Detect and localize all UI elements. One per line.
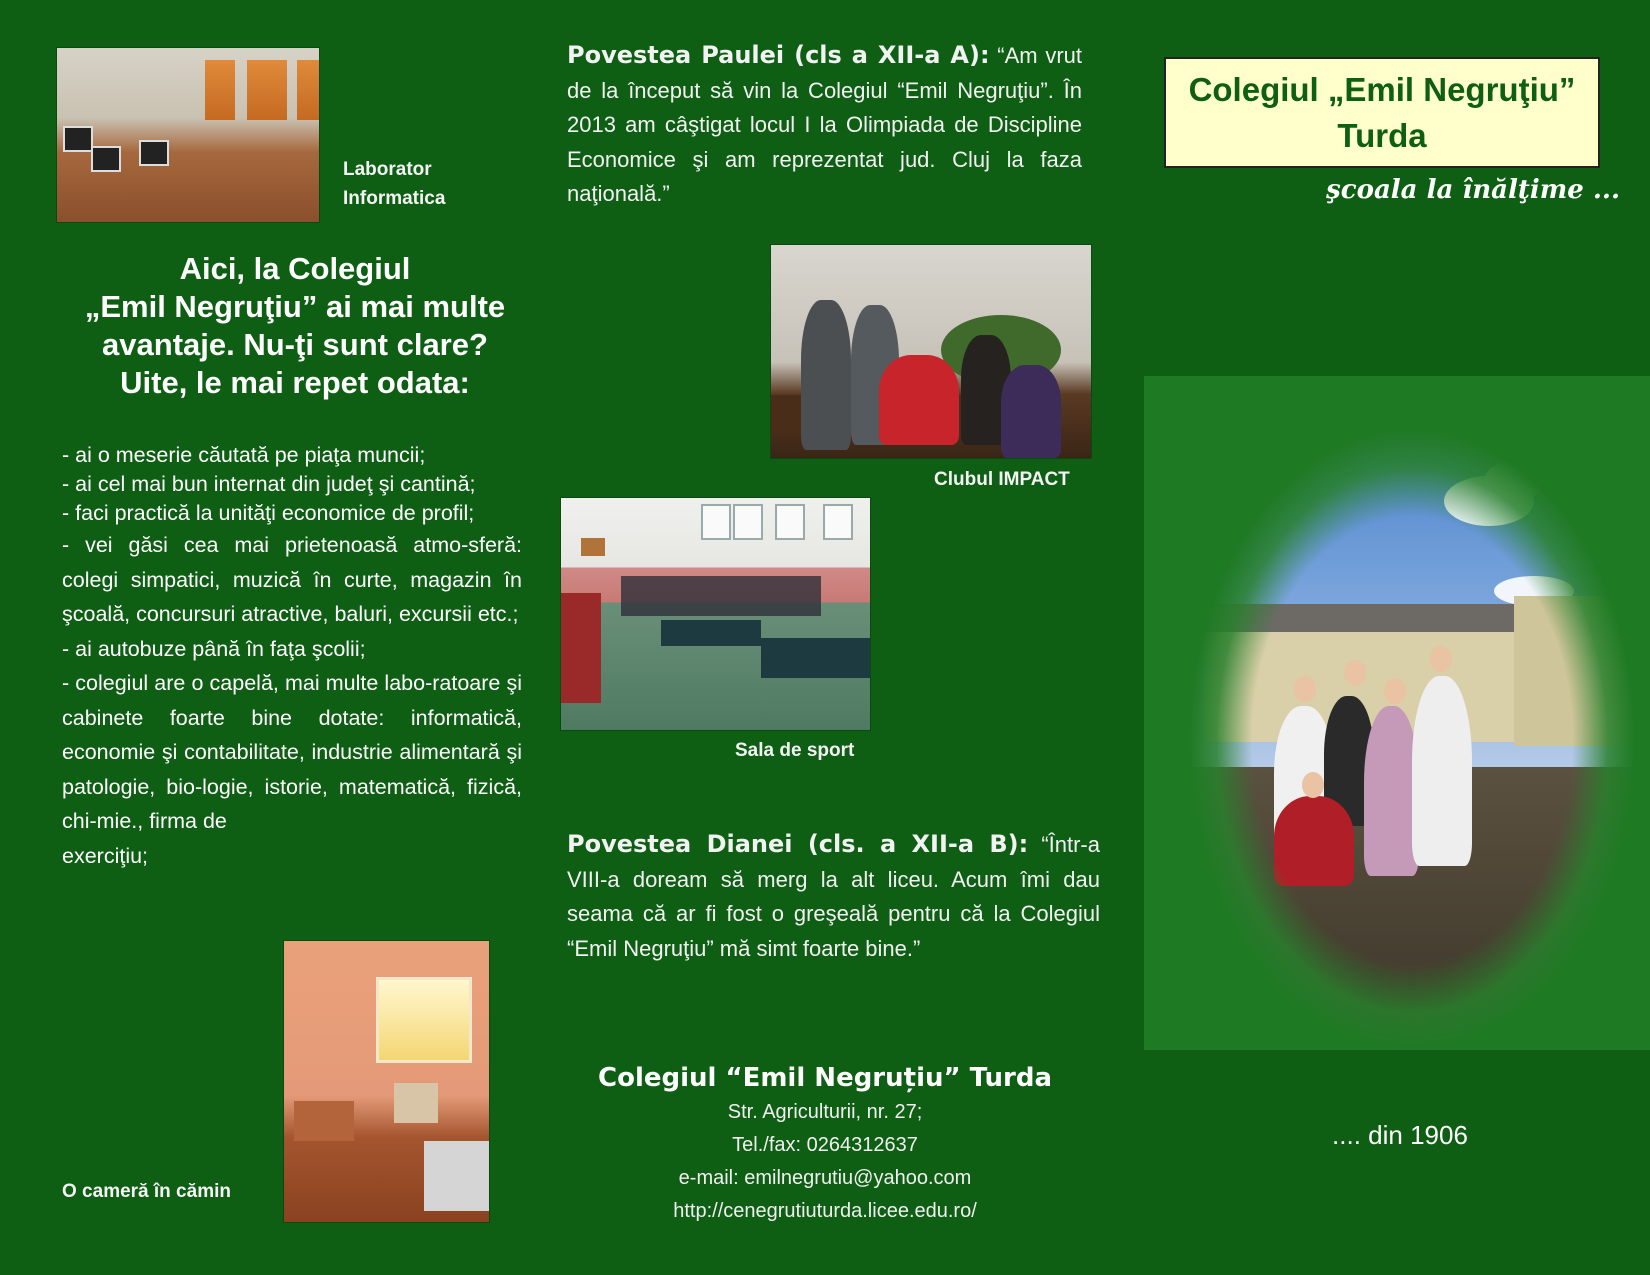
contact-phone: Tel./fax: 0264312637 [732,1134,918,1156]
headline-line3: avantaje. Nu-ţi sunt clare? [102,327,488,362]
advantages-headline [55,250,535,402]
list-item: - faci practică la unităţi economice de profil; [62,501,475,525]
diana-story-text: “Într-a VIII-a doream să merg la alt liceu. Acum îmi dau seama că ar fi fost o greşeală pentru că la Colegiul “Emil Negruţiu” mă simt foarte bine.” [567,832,1100,961]
contact-address: Str. Agriculturii, nr. 27; [727,1101,923,1123]
contact-website[interactable]: http://cenegrutiuturda.licee.edu.ro/ [673,1200,977,1222]
contact-block [565,1060,1085,1228]
contact-school-name: Colegiul “Emil Negruțiu” Turda [598,1063,1052,1093]
lab-caption-line2: Informatica [343,188,446,209]
dorm-room-photo [283,940,490,1223]
computer-lab-photo [56,47,320,223]
headline-line4: Uite, le mai repet odata: [120,365,470,400]
list-item: - colegiul are o capelă, mai multe labo-ratoare şi cabinete foarte bine dotate: informatică, economie şi contabilitate, industrie alimentară şi patologie, bio-logie, istorie, matematică, fizică, chi-mie., firma de [62,671,522,833]
diana-story [567,827,1100,966]
sports-hall-photo [560,497,871,731]
list-item: - ai cel mai bun internat din judeţ şi cantină; [62,472,476,496]
diana-story-label: Povestea Dianei (cls. a XII-a B): [567,830,1029,858]
list-item: exerciţiu; [62,843,149,868]
list-item: - ai autobuze până în faţa şcolii; [62,636,366,661]
cover-title-box [1164,57,1600,168]
list-item: - vei găsi cea mai prietenoasă atmo-sferă: colegi simpatici, muzică în curte, magazin în şcoală, concursuri atractive, baluri, excursii etc.; [62,533,522,626]
contact-email[interactable]: e-mail: emilnegrutiu@yahoo.com [678,1167,972,1189]
cover-motto: şcoala la înălţime ... [1326,175,1620,205]
club-impact-photo [770,244,1092,459]
school-students-photo [1144,376,1650,1050]
advantages-list [62,441,522,873]
lab-caption-line1: Laborator [343,159,432,180]
paula-story-label: Povestea Paulei (cls a XII-a A): [567,41,990,69]
cover-title-line1: Colegiul „Emil Negruţiu” [1188,71,1576,108]
list-item: - ai o meserie căutată pe piaţa muncii; [62,443,426,467]
headline-line2: „Emil Negruţiu” ai mai multe [84,289,506,324]
paula-story [567,38,1082,212]
cover-title-line2: Turda [1337,117,1427,154]
sports-hall-caption: Sala de sport [735,740,855,761]
cover-since-year: .... din 1906 [1332,1120,1468,1150]
club-impact-caption: Clubul IMPACT [934,469,1070,490]
dorm-room-caption: O cameră în cămin [62,1181,231,1202]
paula-story-text: “Am vrut de la început să vin la Colegiul “Emil Negruţiu”. În 2013 am câştigat locul I la Olimpiada de Discipline Economice şi am reprezentat jud. Cluj la faza naţională.” [567,43,1082,206]
headline-line1: Aici, la Colegiul [179,251,411,286]
lab-caption [343,155,445,213]
